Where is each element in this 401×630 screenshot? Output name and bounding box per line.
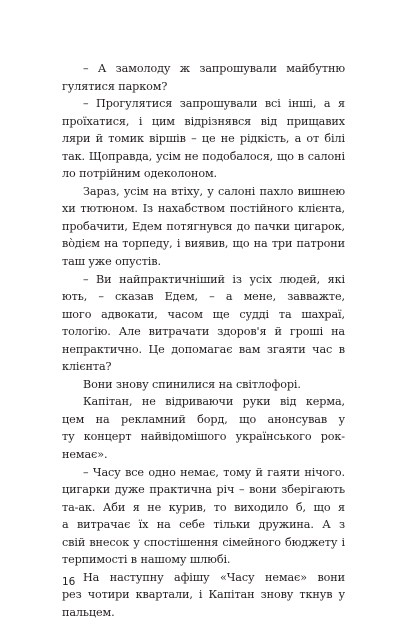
text-line: ло потрійним одеколоном. [62, 167, 218, 181]
text-line: та-ак. Аби я не курив, то виходило б, що я [62, 500, 345, 514]
text-line: гулятися парком? [62, 79, 168, 93]
text-line: а витрачає їх на себе тільки дружина. А з [62, 518, 345, 532]
text-line: – А замолоду ж запрошували майбутню [83, 62, 345, 75]
text-line: во̀дієм на торпеду, і виявив, що на три патрони [62, 237, 345, 251]
text-line: немає». [62, 448, 108, 462]
text-line: рез чотири квартали, і Капітан знову ткнув у [62, 588, 345, 602]
text-line: клієнта? [62, 360, 112, 374]
text-line: проїхатися, і цим відрізнявся від прищавих [62, 114, 345, 128]
text-line: хи тютюном. Із нахабством постійного клієнта, [62, 202, 345, 216]
text-line: цем на рекламний борд, що анонсував у [62, 412, 345, 426]
text-line: цигарки дуже практична річ – вони зберігають [62, 483, 345, 497]
text-line: таш уже опустів. [62, 255, 161, 269]
text-line: Зараз, усім на втіху, у салоні пахло вишнею [83, 184, 345, 198]
text-line: Капітан, не відриваючи руки від керма, [83, 395, 345, 409]
page-number: 16 [62, 576, 76, 588]
text-line: тологію. Але витрачати здоров'я й гроші на [62, 325, 345, 339]
text-line: свій внесок у спостішення сімейного бюджету і [62, 535, 345, 549]
text-line: Вони знову спинилися на світлофорі. [83, 377, 301, 391]
text-line: терпимості в нашому шлюбі. [62, 553, 231, 567]
body-text [62, 60, 345, 622]
text-line: На наступну афішу «Часу немає» вони [83, 570, 345, 584]
text-line: шого адвокати, часом ще судді та шахраї, [62, 307, 345, 321]
text-line: – Ви найпрактичніший із усіх людей, які [83, 272, 345, 286]
text-line: ють, – сказав Едем, – а мене, завважте, [62, 290, 345, 304]
text-line: пальцем. [62, 605, 115, 619]
text-line: пробачити, Едем потягнувся до пачки цигарок, [62, 219, 345, 233]
text-line: – Прогулятися запрошували всі інші, а я [83, 97, 345, 111]
text-line: ту концерт найвідомішого українського рок- [62, 430, 345, 444]
text-line: ляри й томик віршів – це не рідкість, а от білі [62, 132, 345, 146]
text-line: – Часу все одно немає, тому й гаяти нічого. [83, 465, 345, 479]
text-line: непрактично. Це допомагає вам згаяти час в [62, 342, 345, 356]
text-line: так. Щоправда, усім не подобалося, що в салоні [62, 149, 345, 163]
